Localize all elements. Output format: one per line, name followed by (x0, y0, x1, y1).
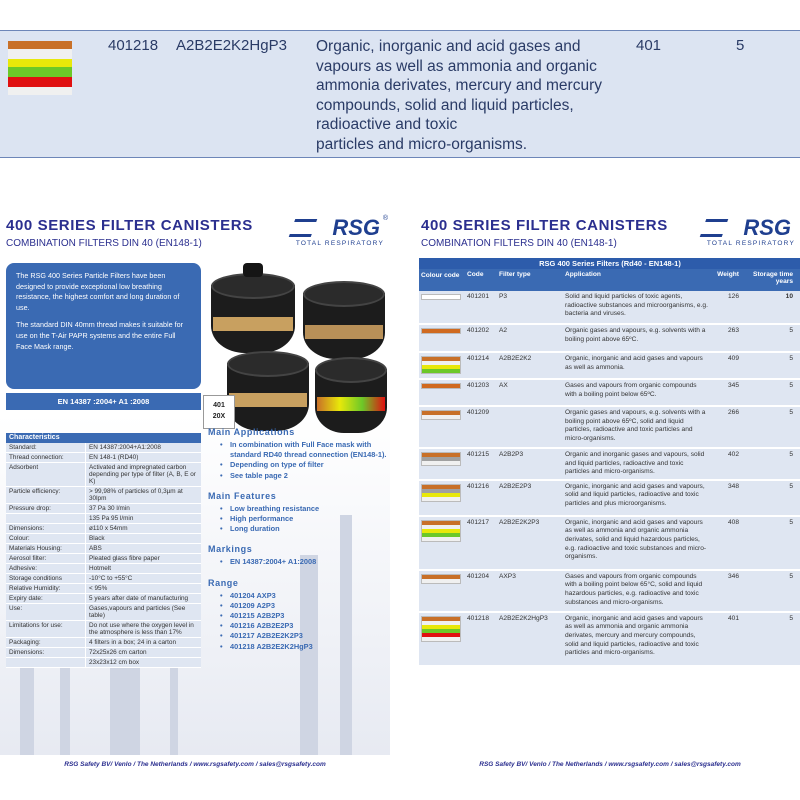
characteristic-value: ABS (89, 545, 102, 552)
page-footer: RSG Safety BV/ Venlo / The Netherlands / www.rsgsafety.com / sales@rsgsafety.com (64, 761, 326, 768)
colour-swatch (8, 87, 72, 95)
header-colour: Colour code (421, 272, 460, 279)
weight-cell: 408 (727, 518, 739, 526)
characteristic-key: Relative Humidity: (6, 584, 86, 593)
characteristics-row (6, 463, 201, 487)
table-row (419, 449, 800, 481)
colour-cell (419, 291, 465, 323)
characteristics-row (6, 504, 201, 514)
badge-line: 401 (213, 402, 225, 409)
storage-cell: 5 (789, 518, 793, 526)
colour-cell (419, 407, 465, 447)
application-cell: Organic, inorganic and acid gases and vapours as well as ammonia and organic ammonia derivates, solid and liquid hazardous particles, e.g. radioactive and toxic substances and micro-organisms. (565, 518, 707, 561)
application-item: • See table page 2 (208, 471, 388, 481)
brochure-page-1 (0, 205, 390, 795)
characteristic-key: Limitations for use: (6, 621, 86, 637)
characteristic-value: 4 filters in a box; 24 in a carton (89, 639, 177, 646)
intro-paragraph: The RSG 400 Series Particle Filters have been designed to provide exceptional low breathing resistance, the highest comfort and long duration of use. (16, 271, 180, 312)
characteristic-value: -10°C to +55°C (89, 575, 133, 582)
characteristic-key: Dimensions: (6, 648, 86, 657)
characteristic-key: Materials Housing: (6, 544, 86, 553)
page-footer: RSG Safety BV/ Venlo / The Netherlands / www.rsgsafety.com / sales@rsgsafety.com (479, 761, 741, 768)
table-row (419, 407, 800, 449)
header-application: Application (565, 271, 601, 278)
colour-code-swatches (421, 410, 461, 420)
characteristics-row (6, 594, 201, 604)
colour-swatch (422, 637, 460, 641)
colour-swatch (422, 497, 460, 501)
application-cell: Gases and vapours from organic compounds with a boiling point below 65°C, solid and liquid hazardous particles, e.g. radioactive and toxic substances and micro-organisms. (565, 572, 703, 606)
marking-item: • EN 14387:2004+ A1:2008 (208, 557, 388, 567)
characteristic-key (6, 658, 86, 667)
colour-swatch (422, 384, 460, 388)
colour-swatch (422, 329, 460, 333)
logo-registered-mark: ® (382, 215, 388, 222)
application-cell: Organic and inorganic gases and vapours, solid and liquid particles, radioactive and toxic particles and micro-organisms. (565, 451, 705, 476)
characteristic-value: Hotmelt (89, 565, 112, 572)
characteristics-row (6, 584, 201, 594)
code-cell: 401214 (467, 355, 490, 362)
header-type: Filter type (499, 271, 531, 278)
characteristic-key: Dimensions: (6, 524, 86, 533)
characteristics-row (6, 524, 201, 534)
range-item: • 401209 A2P3 (208, 601, 388, 611)
weight-cell: 346 (727, 572, 739, 580)
weight-cell: 345 (727, 382, 739, 389)
weight-cell: 402 (727, 451, 739, 458)
colour-cell (419, 481, 465, 515)
application-cell: Organic, inorganic and acid gases and vapours, solid and liquid particles, radioactive and toxic particles and plus microorganisms. (565, 482, 705, 507)
characteristics-row (6, 487, 201, 504)
application-line: Organic, inorganic and acid gases and (316, 38, 581, 55)
colour-code-swatches (421, 520, 461, 542)
code-cell: 401203 (467, 382, 490, 389)
range-item: • 401215 A2B2P3 (208, 611, 388, 621)
characteristic-key: Expiry date: (6, 594, 86, 603)
table-row (419, 481, 800, 517)
colour-cell (419, 517, 465, 569)
colour-swatch (8, 77, 72, 87)
characteristic-value: 72x25x26 cm carton (89, 649, 147, 656)
storage-cell: 10 (785, 293, 793, 300)
header-storage: Storage time years (753, 271, 793, 285)
logo-tagline: TOTAL RESPIRATORY (295, 240, 384, 247)
application-cell: Solid and liquid particles of toxic agents, radioactive substances and microorganisms, e.g. bacteria and viruses. (565, 293, 708, 318)
colour-swatch (422, 369, 460, 373)
characteristic-key: Thread connection: (6, 453, 86, 462)
main-features-heading: Main Features (208, 490, 277, 501)
characteristic-key: Storage conditions (6, 574, 86, 583)
standard-bar: EN 14387 :2004+ A1 :2008 (6, 393, 201, 410)
colour-cell (419, 325, 465, 351)
table-row (419, 571, 800, 613)
range-item: • 401216 A2B2E2P3 (208, 621, 388, 631)
characteristic-key: Pressure drop: (6, 504, 86, 513)
table-row (419, 291, 800, 325)
characteristic-key (6, 514, 86, 523)
characteristics-row (6, 648, 201, 658)
characteristics-row (6, 443, 201, 453)
type-cell (497, 407, 563, 447)
row-storage: 5 (736, 37, 745, 54)
rsg-logo (280, 215, 390, 249)
characteristics-row (6, 544, 201, 554)
markings-heading: Markings (208, 544, 253, 555)
colour-code-swatches (421, 484, 461, 502)
intro-box (6, 263, 201, 389)
application-line: ammonia derivates, mercury and mercury (316, 77, 602, 94)
weight-cell: 401 (727, 614, 739, 622)
characteristics-row (6, 554, 201, 564)
weight-cell: 263 (727, 327, 739, 334)
colour-cell (419, 353, 465, 378)
range-heading: Range (208, 577, 239, 588)
feature-item: • Low breathing resistance (208, 504, 388, 514)
application-cell: Gases and vapours from organic compounds with a boiling point below 65ºC. (565, 382, 697, 398)
type-cell: AXP3 (499, 572, 516, 580)
characteristics-row (6, 604, 201, 621)
feature-item: • Long duration (208, 524, 388, 534)
zoomed-table-row (0, 30, 800, 158)
storage-cell: 5 (789, 355, 793, 362)
row-weight: 401 (636, 37, 662, 54)
colour-swatch (422, 461, 460, 465)
colour-code-swatches (421, 294, 461, 300)
storage-cell: 5 (789, 482, 793, 490)
characteristics-row (6, 638, 201, 648)
application-cell: Organic gases and vapours, e.g. solvents with a boiling point above 65ºC. (565, 327, 706, 343)
logo-brand: RSG (332, 215, 380, 240)
table-row (419, 380, 800, 407)
code-cell: 401218 (467, 614, 490, 622)
type-cell: A2B2E2K2 (499, 355, 532, 362)
characteristics-row (6, 574, 201, 584)
characteristics-row (6, 621, 201, 638)
colour-swatch (8, 59, 72, 67)
table-title: RSG 400 Series Filters (Rd40 - EN148-1) (419, 258, 800, 269)
range-item: • 401218 A2B2E2K2HgP3 (208, 642, 388, 652)
characteristic-key: Adhesive: (6, 564, 86, 573)
rsg-logo (691, 215, 800, 249)
intro-paragraph: The standard DIN 40mm thread makes it suitable for use on the T-Air PAPR systems and the entire Full Face Mask range. (16, 320, 183, 351)
colour-cell (419, 613, 465, 665)
characteristic-value: Activated and impregnated carbon depending per type of filter (A, B, E or K) (89, 464, 196, 485)
row-filter-type: A2B2E2K2HgP3 (176, 37, 287, 54)
characteristic-value: ø110 x 54mm (89, 525, 128, 532)
characteristics-row (6, 658, 201, 668)
characteristic-value: < 95% (89, 585, 108, 592)
storage-cell: 5 (789, 382, 793, 389)
colour-code-swatches (421, 356, 461, 374)
range-item: • 401204 AXP3 (208, 591, 388, 601)
characteristics-header: Characteristics (6, 433, 201, 443)
application-item: • In combination with Full Face mask with standard RD40 thread connection (EN148-1). (208, 440, 388, 460)
characteristics-row (6, 514, 201, 524)
code-cell: 401209 (467, 409, 490, 416)
logo-tagline: TOTAL RESPIRATORY (706, 240, 795, 247)
type-cell: A2B2E2P3 (499, 482, 532, 490)
storage-cell: 5 (789, 614, 793, 622)
colour-code-swatches (421, 574, 461, 584)
application-cell: Organic, inorganic and acid gases and vapours as well as ammonia. (565, 355, 703, 371)
badge-line: 20X (212, 413, 226, 420)
colour-cell (419, 449, 465, 479)
type-cell: A2B2P3 (499, 451, 524, 458)
colour-swatch (422, 415, 460, 419)
characteristics-row (6, 453, 201, 463)
characteristic-value: Pleated glass fibre paper (89, 555, 160, 562)
characteristic-value: 135 Pa 95 l/min (89, 515, 134, 522)
page-subtitle: COMBINATION FILTERS DIN 40 (EN148-1) (6, 238, 202, 249)
characteristic-value: Gases,vapours and particles (See table) (89, 605, 186, 619)
type-cell: AX (499, 382, 508, 389)
main-applications-heading: Main Applications (208, 427, 295, 437)
characteristic-value: 5 years after date of manufacturing (89, 595, 189, 602)
application-line: compounds, solid and liquid particles, (316, 96, 574, 114)
storage-cell: 5 (789, 451, 793, 458)
characteristic-value: EN 14387:2004+A1:2008 (89, 444, 161, 451)
colour-swatch (422, 537, 460, 541)
feature-item: • High performance (208, 514, 388, 524)
weight-cell: 348 (727, 482, 739, 490)
colour-cell (419, 380, 465, 405)
page-title: 400 SERIES FILTER CANISTERS (421, 217, 668, 234)
characteristic-value: Do not use where the oxygen level in the atmosphere is less than 17% (89, 622, 194, 636)
code-cell: 401202 (467, 327, 490, 334)
header-weight: Weight (717, 271, 739, 278)
row-code: 401218 (108, 37, 159, 54)
colour-swatch (8, 49, 72, 59)
table-header (419, 269, 800, 291)
colour-swatch (8, 41, 72, 49)
code-cell: 401215 (467, 451, 490, 458)
characteristic-key: Particle efficiency: (6, 487, 86, 503)
characteristic-key: Aerosol filter: (6, 554, 86, 563)
characteristic-value: Black (89, 535, 105, 542)
weight-cell: 126 (727, 293, 739, 300)
application-line: particles and micro-organisms. (316, 135, 528, 153)
colour-code-swatches (421, 328, 461, 334)
colour-swatch (422, 579, 460, 583)
table-row (419, 613, 800, 667)
colour-code-swatches (421, 452, 461, 466)
characteristic-value: > 99,98% of particles of 0,3µm at 30lpm (89, 488, 183, 502)
characteristic-value: EN 148-1 (RD40) (89, 454, 139, 461)
code-cell: 401216 (467, 482, 490, 490)
colour-code-swatches (421, 383, 461, 389)
range-item: • 401217 A2B2E2K2P3 (208, 631, 388, 641)
storage-cell: 5 (789, 572, 793, 580)
type-cell: A2 (499, 327, 508, 334)
header-code: Code (467, 271, 484, 278)
characteristics-row (6, 534, 201, 544)
application-line: radioactive and toxic (316, 116, 458, 133)
weight-cell: 266 (727, 409, 739, 416)
application-item: • Depending on type of filter (208, 460, 388, 470)
brochure-page-2 (415, 205, 800, 795)
product-badge (203, 395, 235, 429)
characteristic-key: Use: (6, 604, 86, 620)
type-cell: A2B2E2K2HgP3 (499, 614, 548, 622)
characteristics-row (6, 564, 201, 574)
characteristic-key: Packaging: (6, 638, 86, 647)
page-subtitle: COMBINATION FILTERS DIN 40 (EN148-1) (421, 238, 617, 249)
code-cell: 401201 (467, 293, 490, 300)
table-row (419, 353, 800, 380)
characteristic-value: 23x23x12 cm box (89, 659, 140, 666)
page-title: 400 SERIES FILTER CANISTERS (6, 217, 253, 234)
row-application (316, 37, 616, 154)
table-row (419, 517, 800, 571)
storage-cell: 5 (789, 409, 793, 416)
colour-swatch (422, 295, 460, 299)
colour-cell (419, 571, 465, 611)
features-column (208, 427, 388, 652)
storage-cell: 5 (789, 327, 793, 334)
weight-cell: 409 (727, 355, 739, 362)
characteristic-key: Standard: (6, 443, 86, 452)
code-cell: 401217 (467, 518, 490, 526)
table-row (419, 325, 800, 353)
characteristic-key: Adsorbent (6, 463, 86, 486)
characteristics-table (6, 433, 201, 668)
application-cell: Organic, inorganic and acid gases and vapours as well as ammonia and organic ammonia derivates, mercury and mercury compounds, solid and liquid particles, radioactive and toxic particles and micro-organisms. (565, 614, 703, 657)
characteristic-key: Colour: (6, 534, 86, 543)
colour-swatch (8, 67, 72, 77)
characteristic-value: 37 Pa 30 l/min (89, 505, 130, 512)
application-line: vapours as well as ammonia and organic (316, 57, 597, 75)
application-cell: Organic gases and vapours, e.g. solvents with a boiling point above 65ºC, solid and liquid particles, radioactive and toxic particles and micro-organisms. (565, 409, 706, 442)
type-cell: A2B2E2K2P3 (499, 518, 540, 526)
code-cell: 401204 (467, 572, 490, 580)
filter-table (419, 258, 800, 667)
logo-brand: RSG (743, 215, 791, 240)
colour-code-swatches (421, 616, 461, 642)
type-cell: P3 (499, 293, 508, 300)
